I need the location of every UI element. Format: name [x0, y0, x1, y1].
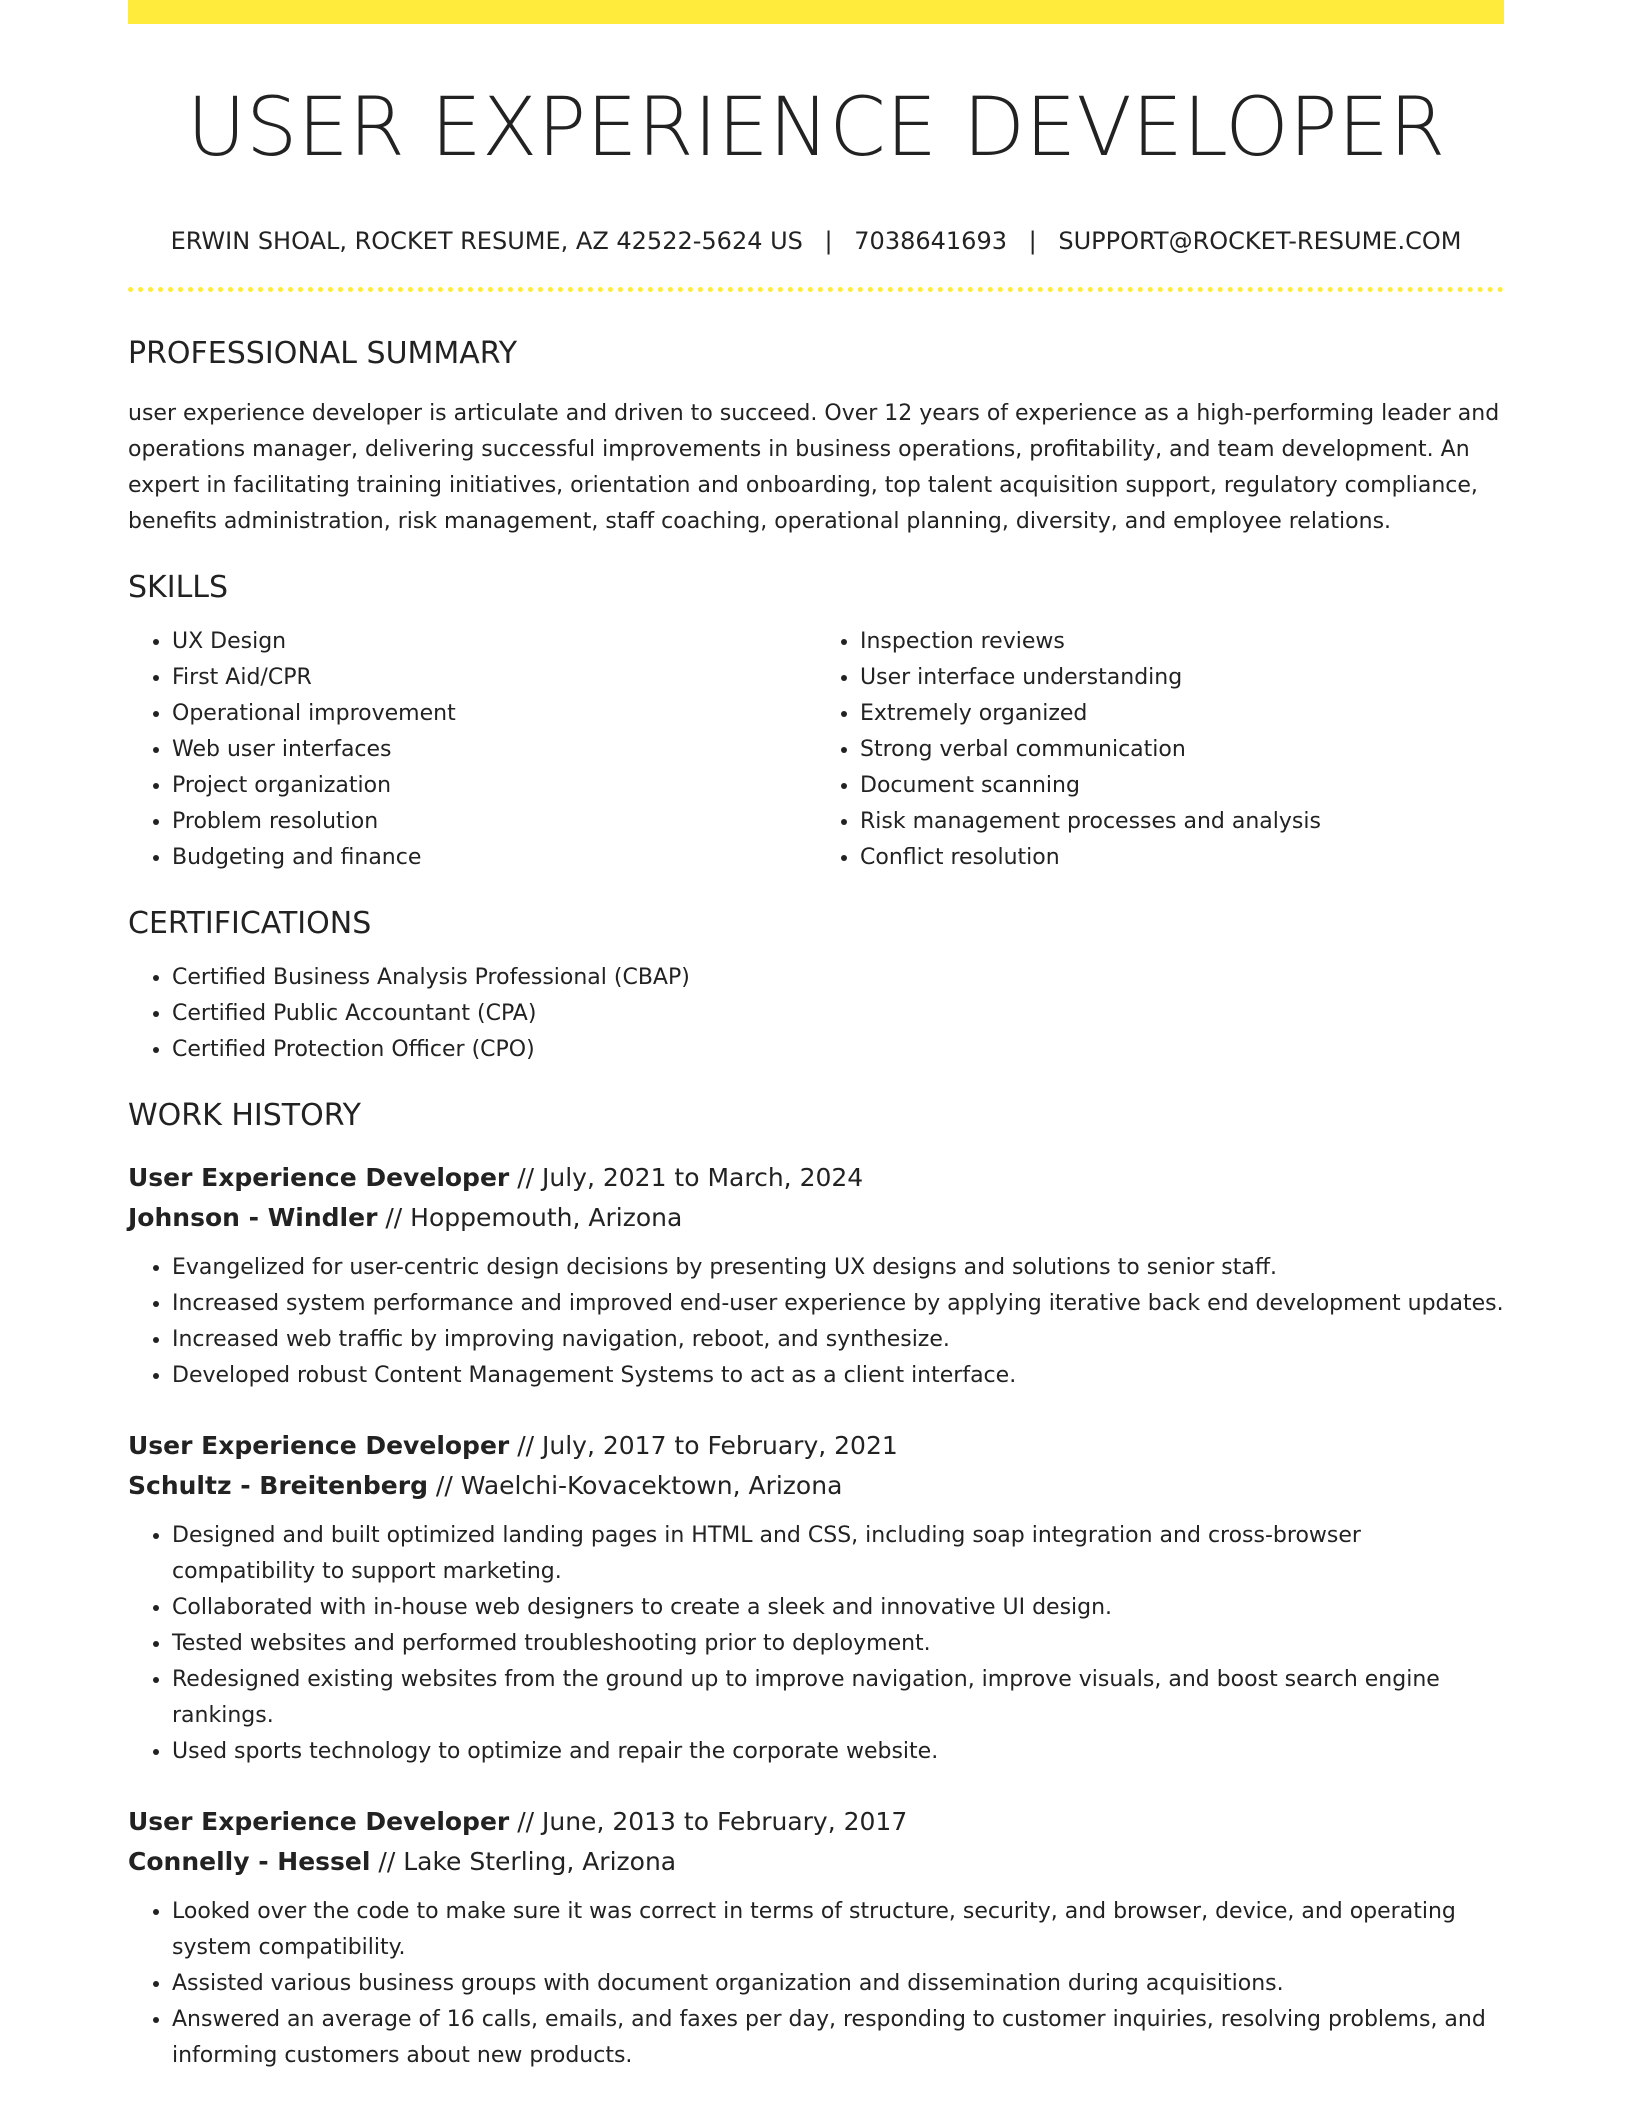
job-title: User Experience Developer	[128, 1163, 510, 1193]
job-location: // Waelchi-Kovacektown, Arizona	[435, 1471, 843, 1501]
resume-title: USER EXPERIENCE DEVELOPER	[186, 81, 1446, 175]
skill-item: • Document scanning	[860, 768, 1504, 804]
skill-item: • Conflict resolution	[860, 840, 1504, 876]
job-location: // Lake Sterling, Arizona	[378, 1847, 677, 1877]
skill-item: • Web user interfaces	[172, 732, 816, 768]
resume-page	[128, 0, 1504, 2074]
skill-item: • Inspection reviews	[860, 624, 1504, 660]
job-bullet: • Looked over the code to make sure it was correct in terms of structure, security, and browser, device, and operating system compatibility.	[172, 1894, 1504, 1966]
skill-item: • User interface understanding	[860, 660, 1504, 696]
job-bullets	[128, 1518, 1504, 1770]
skills-list-left	[128, 624, 816, 876]
job-bullet: • Tested websites and performed troubleshooting prior to deployment.	[172, 1626, 1504, 1662]
job-bullet: • Collaborated with in-house web designers to create a sleek and innovative UI design.	[172, 1590, 1504, 1626]
job-title: User Experience Developer	[128, 1431, 510, 1461]
job-company: Connelly - Hessel	[128, 1847, 371, 1877]
job-bullet: • Redesigned existing websites from the ground up to improve navigation, improve visuals, and boost search engine rankings.	[172, 1662, 1504, 1734]
certification-item: • Certified Public Accountant (CPA)	[172, 996, 1504, 1032]
job-location: // Hoppemouth, Arizona	[385, 1203, 683, 1233]
skill-item: • Problem resolution	[172, 804, 816, 840]
dotted-divider	[128, 287, 1504, 292]
job-company: Johnson - Windler	[128, 1203, 378, 1233]
certification-item: • Certified Protection Officer (CPO)	[172, 1032, 1504, 1068]
skills-grid	[128, 606, 1504, 876]
job-entry	[128, 1426, 1504, 1770]
job-bullet: • Increased system performance and improved end-user experience by applying iterative back end development updates.	[172, 1286, 1504, 1322]
skill-item: • Risk management processes and analysis	[860, 804, 1504, 840]
skills-heading: SKILLS	[128, 570, 229, 606]
certifications-list	[128, 960, 1504, 1068]
skill-item: • First Aid/CPR	[172, 660, 816, 696]
contact-email: SUPPORT@ROCKET-RESUME.COM	[1058, 227, 1462, 256]
job-company: Schultz - Breitenberg	[128, 1471, 428, 1501]
summary-text: user experience developer is articulate and driven to succeed. Over 12 years of experience as a high-performing leader and operations manager, delivering successful improvements in business operations, profitability, and team development. An expert in facilitating training initiatives, orientation and onboarding, top talent acquisition support, regulatory compliance, benefits administration, risk management, staff coaching, operational planning, diversity, and employee relations.	[128, 401, 1500, 535]
job-bullet: • Increased web traffic by improving navigation, reboot, and synthesize.	[172, 1322, 1504, 1358]
job-bullet: • Used sports technology to optimize and repair the corporate website.	[172, 1734, 1504, 1770]
skill-item: • Operational improvement	[172, 696, 816, 732]
job-title-line	[128, 1158, 1504, 1198]
job-bullet: • Evangelized for user-centric design decisions by presenting UX designs and solutions to senior staff.	[172, 1250, 1504, 1286]
skill-item: • UX Design	[172, 624, 816, 660]
job-entry	[128, 1158, 1504, 1394]
work-history-heading: WORK HISTORY	[128, 1098, 361, 1134]
job-dates: // July, 2021 to March, 2024	[517, 1163, 864, 1193]
job-bullet: • Designed and built optimized landing pages in HTML and CSS, including soap integration and cross-browser compatibility to support marketing.	[172, 1518, 1504, 1590]
job-company-line	[128, 1198, 1504, 1238]
skills-list-right	[816, 624, 1504, 876]
contact-phone: 7038641693	[854, 227, 1007, 256]
job-title-line	[128, 1802, 1504, 1842]
job-dates: // July, 2017 to February, 2021	[517, 1431, 898, 1461]
job-title-line	[128, 1426, 1504, 1466]
skill-item: • Budgeting and finance	[172, 840, 816, 876]
certifications-heading: CERTIFICATIONS	[128, 906, 372, 942]
contact-line	[128, 227, 1504, 255]
skill-item: • Strong verbal communication	[860, 732, 1504, 768]
job-bullet: • Assisted various business groups with document organization and dissemination during acquisitions.	[172, 1966, 1504, 2002]
summary-heading: PROFESSIONAL SUMMARY	[128, 336, 518, 372]
contact-separator: |	[1028, 227, 1037, 256]
job-company-line	[128, 1466, 1504, 1506]
job-bullet: • Answered an average of 16 calls, emails, and faxes per day, responding to customer inquiries, resolving problems, and informing customers about new products.	[172, 2002, 1504, 2074]
job-company-line	[128, 1842, 1504, 1882]
certification-item: • Certified Business Analysis Professional (CBAP)	[172, 960, 1504, 996]
contact-address: ERWIN SHOAL, ROCKET RESUME, AZ 42522-5624 US	[170, 227, 803, 256]
skill-item: • Extremely organized	[860, 696, 1504, 732]
job-bullets	[128, 1894, 1504, 2074]
job-title: User Experience Developer	[128, 1807, 510, 1837]
accent-top-bar	[128, 0, 1504, 24]
job-bullet: • Developed robust Content Management Systems to act as a client interface.	[172, 1358, 1504, 1394]
job-dates: // June, 2013 to February, 2017	[517, 1807, 908, 1837]
skill-item: • Project organization	[172, 768, 816, 804]
job-bullets	[128, 1250, 1504, 1394]
contact-separator: |	[824, 227, 833, 256]
job-entry	[128, 1802, 1504, 2074]
